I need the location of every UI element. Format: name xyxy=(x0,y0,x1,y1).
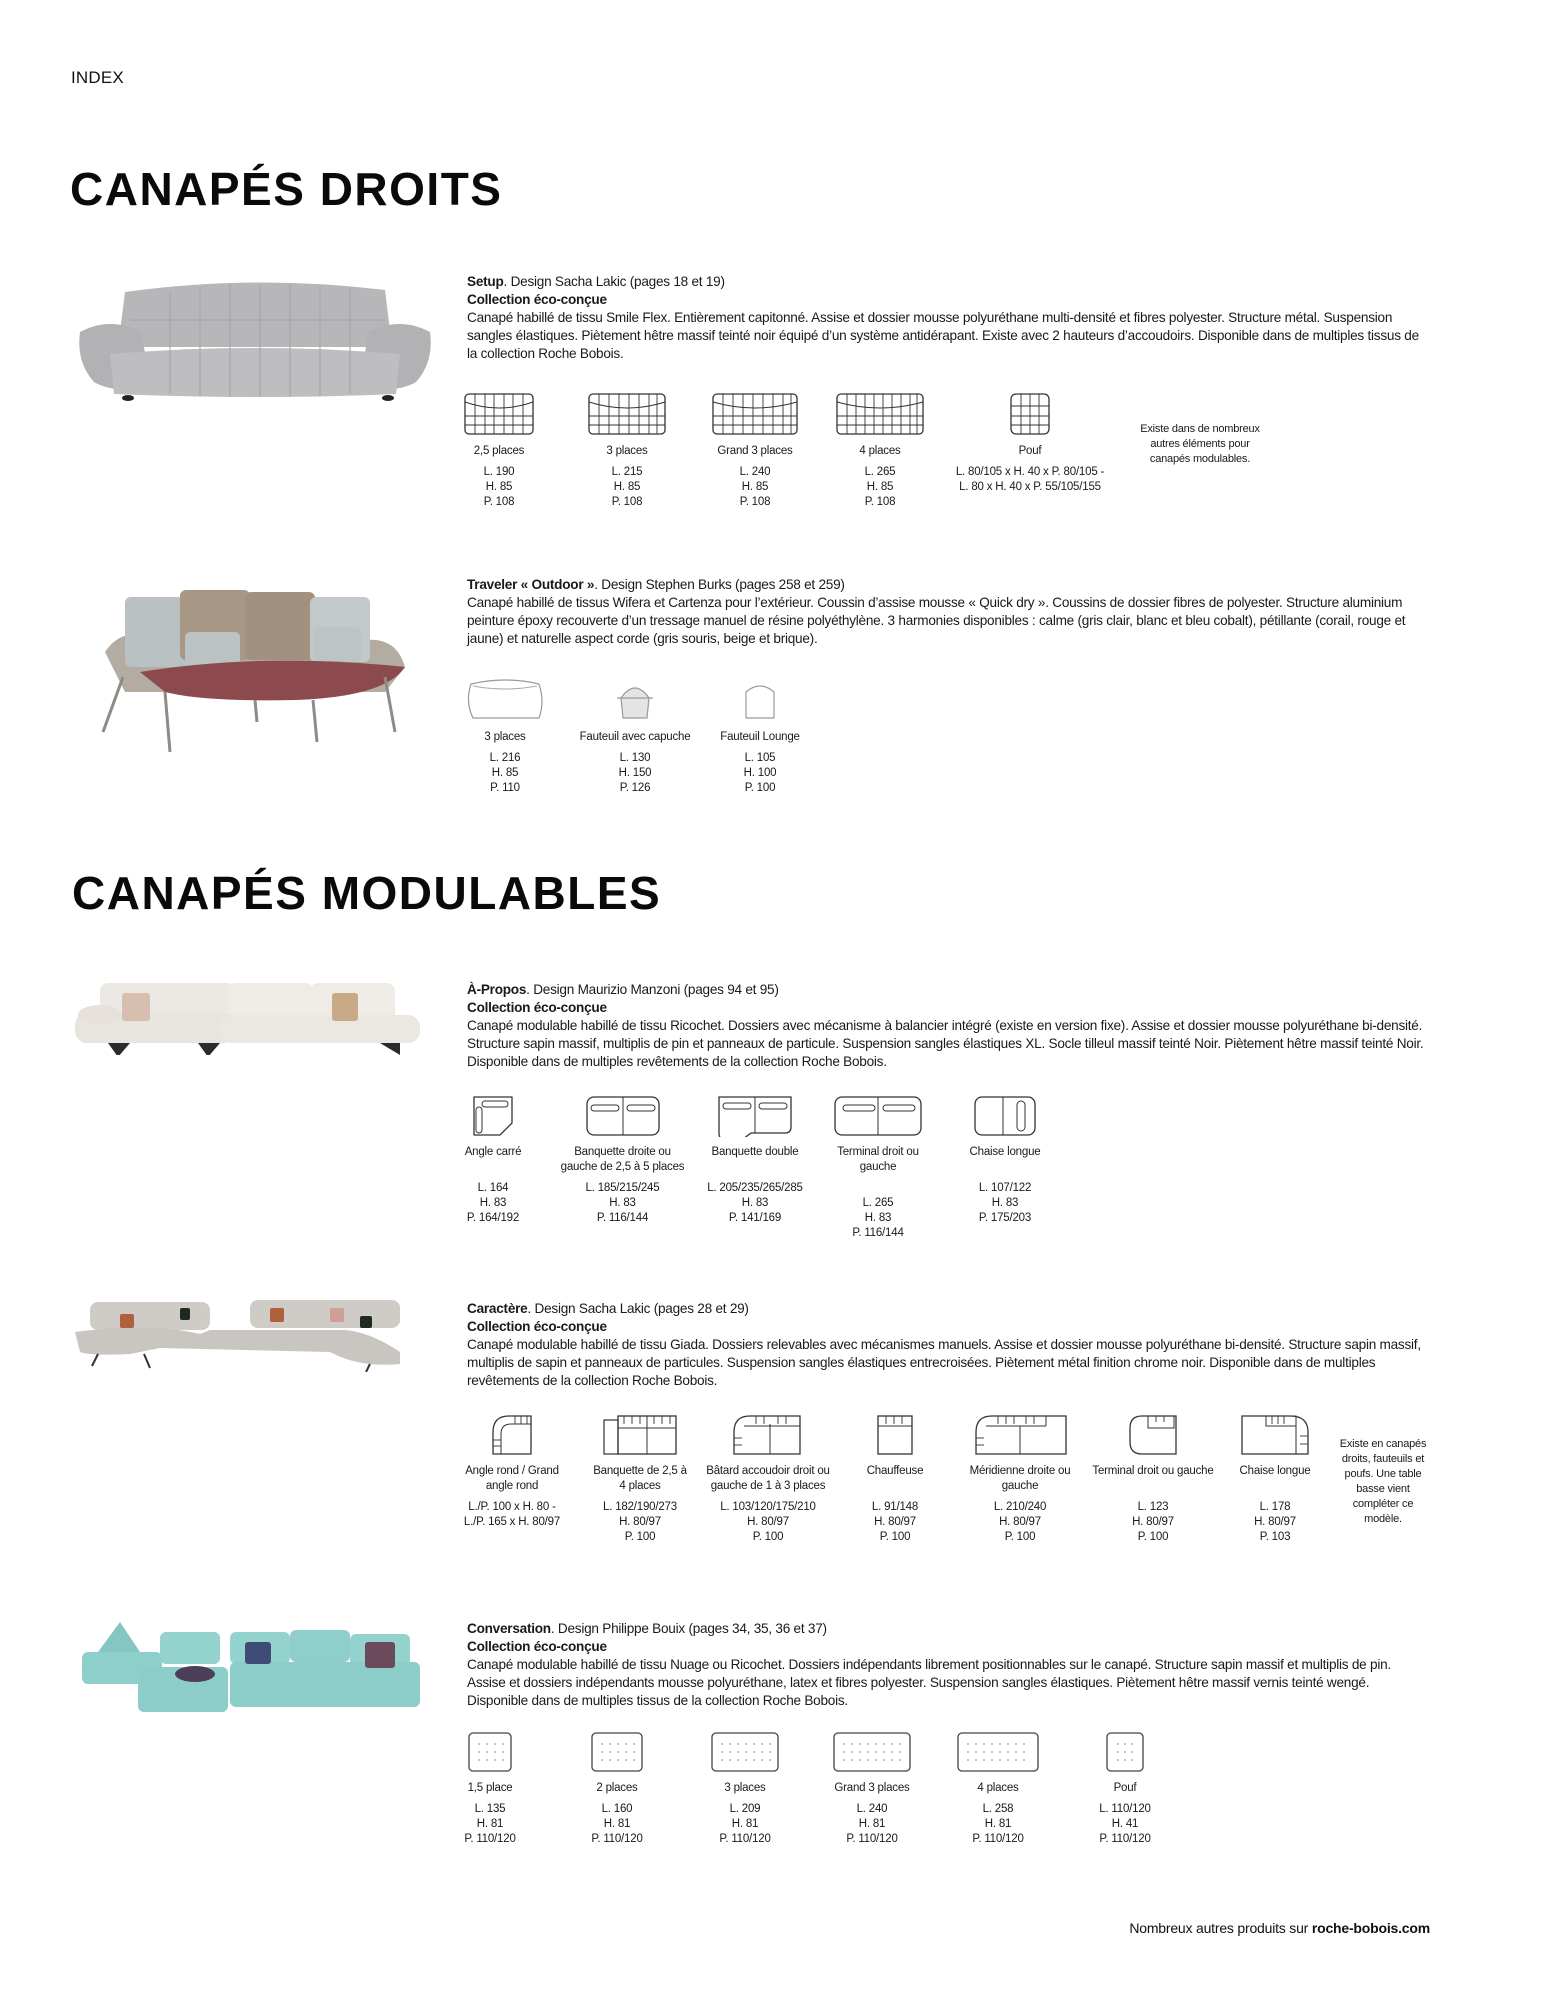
dim-depth: P. 103 xyxy=(1259,1531,1291,1543)
dim-depth: P. 110/120 xyxy=(464,1833,516,1845)
dim-height: H. 85 xyxy=(485,481,513,493)
apropos-sofa-photo xyxy=(70,975,430,1055)
dim-depth: P. 116/144 xyxy=(852,1227,904,1239)
section-title-canapes-modulables: CANAPÉS MODULABLES xyxy=(72,867,662,919)
module-diagram-icon xyxy=(470,1093,516,1137)
product-name: À-Propos xyxy=(467,982,527,997)
module-diagram-icon xyxy=(710,1731,780,1773)
dim-length: L. 265 xyxy=(864,466,896,478)
product-designer: . Design Stephen Burks (pages 258 et 259) xyxy=(594,577,845,592)
footer xyxy=(1129,1920,1430,1936)
module-label: Banquette de 2,5 à 4 places xyxy=(593,1465,687,1492)
dim-height: H. 83 xyxy=(991,1197,1019,1209)
module-item xyxy=(703,1412,833,1545)
module-diagram-icon xyxy=(489,1412,535,1456)
dim-length: L. 190 xyxy=(483,466,515,478)
dim-length: L. 130 xyxy=(619,752,651,764)
module-label: 2 places xyxy=(596,1782,638,1794)
product-description: Canapé modulable habillé de tissu Ricochet. Dossiers avec mécanisme à balancier intégré (existe en version fixe). Assise et dossier mousse polyuréthane bi-densité. Structure sapin massif, multiplis de pin et panneaux de particule. Suspension sangles élastiques XL. Socle tilleul massif teinté Noir. Piètement hêtre massif teinté Noir. Disponible dans de multiples revêtements de la collection Roche Bobois. xyxy=(467,1018,1424,1069)
product-conversation-description xyxy=(467,1620,1427,1710)
module-label: Bâtard accoudoir droit ou gauche de 1 à 3 places xyxy=(706,1465,830,1492)
module-label: 3 places xyxy=(724,1782,766,1794)
eco-label: Collection éco-conçue xyxy=(467,1000,607,1015)
dim-text: L. 80 x H. 40 x P. 55/105/155 xyxy=(959,481,1101,493)
dim-length: L. 216 xyxy=(489,752,521,764)
dim-height: H. 85 xyxy=(613,481,641,493)
product-description: Canapé habillé de tissu Smile Flex. Entièrement capitonné. Assise et dossier mousse polyuréthane multi-densité et fibres polyester. Structure métal. Suspension sangles élastiques. Piètement hêtre massif teinté noir équipé d’un système antidérapant. Existe avec 2 hauteurs d’accoudoirs. Disponible dans de multiples tissus de la collection Roche Bobois. xyxy=(467,310,1419,361)
dim-length: L. 110/120 xyxy=(1099,1803,1151,1815)
dim-depth: P. 141/169 xyxy=(728,1212,782,1224)
module-diagram-icon xyxy=(730,1412,806,1456)
dim-height: H. 80/97 xyxy=(874,1516,916,1528)
product-designer: . Design Sacha Lakic (pages 28 et 29) xyxy=(527,1301,749,1316)
module-item xyxy=(948,1731,1048,1847)
setup-note: Existe dans de nombreux autres éléments pour canapés modulables. xyxy=(1140,423,1260,465)
module-diagram-icon xyxy=(832,1731,912,1773)
dim-height: H. 85 xyxy=(741,481,769,493)
section-title-canapes-droits: CANAPÉS DROITS xyxy=(70,163,503,215)
module-item xyxy=(458,1093,528,1226)
dim-depth: P. 100 xyxy=(624,1531,656,1543)
dim-length: L. 210/240 xyxy=(993,1501,1047,1513)
dim-height: H. 83 xyxy=(479,1197,507,1209)
dim-text: L./P. 165 x H. 80/97 xyxy=(463,1516,561,1528)
module-diagram-icon xyxy=(467,1731,513,1773)
dim-text: L. 80/105 x H. 40 x P. 80/105 - xyxy=(955,466,1105,478)
dim-height: H. 81 xyxy=(858,1818,886,1830)
dim-depth: P. 110/120 xyxy=(719,1833,771,1845)
module-label: Banquette double xyxy=(711,1146,799,1158)
dim-length: L. 205/235/265/285 xyxy=(707,1182,803,1194)
product-name: Traveler « Outdoor » xyxy=(467,577,595,592)
dim-length: L. 240 xyxy=(856,1803,888,1815)
module-diagram-icon xyxy=(715,1093,795,1137)
module-diagram-icon xyxy=(972,1412,1068,1456)
module-diagram-icon xyxy=(711,392,799,436)
eco-label: Collection éco-conçue xyxy=(467,1319,607,1334)
product-traveler-description xyxy=(467,576,1427,648)
dim-length: L. 91/148 xyxy=(871,1501,919,1513)
module-label: Fauteuil avec capuche xyxy=(579,731,691,743)
dim-depth: P. 100 xyxy=(744,782,776,794)
dim-length: L. 215 xyxy=(611,466,643,478)
product-designer: . Design Maurizio Manzoni (pages 94 et 95) xyxy=(526,982,779,997)
dim-length: L. 160 xyxy=(601,1803,633,1815)
dim-height: H. 81 xyxy=(731,1818,759,1830)
module-item xyxy=(582,392,672,510)
module-label: 4 places xyxy=(859,445,901,457)
module-label: Angle carré xyxy=(464,1146,522,1158)
dim-height: H. 83 xyxy=(741,1197,769,1209)
setup-sofa-photo xyxy=(70,272,440,402)
dim-depth: P. 108 xyxy=(864,496,896,508)
module-diagram-icon xyxy=(973,1093,1037,1137)
dim-depth: P. 110/120 xyxy=(591,1833,643,1845)
module-label: Chaise longue xyxy=(1239,1465,1311,1477)
dim-text: L./P. 100 x H. 80 - xyxy=(468,1501,556,1513)
dim-height: H. 150 xyxy=(618,767,652,779)
dim-length: L. 103/120/175/210 xyxy=(720,1501,816,1513)
dim-depth: P. 110/120 xyxy=(972,1833,1024,1845)
module-item xyxy=(700,392,810,510)
module-item xyxy=(590,1412,690,1545)
dim-height: H. 80/97 xyxy=(747,1516,789,1528)
product-name: Setup xyxy=(467,274,504,289)
module-item xyxy=(1088,1412,1218,1545)
caractere-sofa-photo xyxy=(70,1292,430,1372)
module-label: Angle rond / Grand angle rond xyxy=(465,1465,559,1492)
dim-height: H. 80/97 xyxy=(1132,1516,1174,1528)
dim-length: L. 164 xyxy=(477,1182,509,1194)
module-item xyxy=(818,1093,938,1241)
dim-height: H. 41 xyxy=(1111,1818,1139,1830)
module-item xyxy=(1235,1412,1315,1545)
module-item xyxy=(455,1731,525,1847)
module-label: 4 places xyxy=(977,1782,1019,1794)
dim-depth: P. 110/120 xyxy=(846,1833,898,1845)
module-label: Terminal droit ou gauche xyxy=(837,1146,919,1173)
module-item xyxy=(570,678,700,796)
dim-length: L. 182/190/273 xyxy=(603,1501,677,1513)
dim-height: H. 81 xyxy=(476,1818,504,1830)
product-setup-description xyxy=(467,273,1427,363)
dim-height: H. 85 xyxy=(866,481,894,493)
module-item xyxy=(582,1731,652,1847)
product-description: Canapé modulable habillé de tissu Giada. Dossiers relevables avec mécanismes manuels. Assise et dossier mousse polyuréthane bi-densité. Structure sapin massif, multiplis de sapin et panneaux de particules. Suspension sangles élastiques entrecroisées. Piètement métal finition chrome noir. Disponible dans de multiples revêtements de la collection Roche Bobois. xyxy=(467,1337,1421,1388)
dim-length: L. 107/122 xyxy=(978,1182,1032,1194)
product-designer: . Design Sacha Lakic (pages 18 et 19) xyxy=(503,274,725,289)
dim-length: L. 209 xyxy=(729,1803,761,1815)
dim-height: H. 80/97 xyxy=(1254,1516,1296,1528)
module-item xyxy=(560,1093,685,1226)
dim-length: L. 123 xyxy=(1137,1501,1169,1513)
dim-depth: P. 100 xyxy=(752,1531,784,1543)
dim-length: L. 135 xyxy=(474,1803,506,1815)
dim-depth: P. 164/192 xyxy=(466,1212,520,1224)
module-diagram-icon xyxy=(1240,1412,1310,1456)
dim-height: H. 100 xyxy=(743,767,777,779)
module-diagram-icon xyxy=(587,392,667,436)
module-label: Chaise longue xyxy=(969,1146,1041,1158)
dim-depth: P. 100 xyxy=(879,1531,911,1543)
module-diagram-icon xyxy=(613,678,657,722)
module-label: 3 places xyxy=(484,731,526,743)
dim-height: H. 85 xyxy=(491,767,519,779)
eco-label: Collection éco-conçue xyxy=(467,292,607,307)
traveler-sofa-photo xyxy=(85,582,415,752)
dim-height: H. 80/97 xyxy=(999,1516,1041,1528)
dim-depth: P. 100 xyxy=(1137,1531,1169,1543)
module-item xyxy=(695,1093,815,1226)
dim-height: H. 81 xyxy=(984,1818,1012,1830)
module-diagram-icon xyxy=(585,1093,661,1137)
caractere-note: Existe en canapés droits, fauteuils et poufs. Une table basse vient compléter ce modèle. xyxy=(1339,1438,1427,1525)
dim-length: L. 178 xyxy=(1259,1501,1291,1513)
module-label: Pouf xyxy=(1018,445,1042,457)
dim-depth: P. 116/144 xyxy=(596,1212,649,1224)
product-apropos-description xyxy=(467,981,1427,1071)
module-diagram-icon xyxy=(1128,1412,1178,1456)
product-name: Caractère xyxy=(467,1301,528,1316)
dim-depth: P. 108 xyxy=(483,496,515,508)
conversation-sofa-photo xyxy=(70,1612,430,1712)
module-item xyxy=(822,1731,922,1847)
module-item xyxy=(960,1093,1050,1226)
module-label: Banquette droite ou gauche de 2,5 à 5 places xyxy=(560,1146,685,1173)
dim-depth: P. 126 xyxy=(619,782,651,794)
module-label: Terminal droit ou gauche xyxy=(1092,1465,1214,1477)
module-item xyxy=(460,678,550,796)
module-label: 2,5 places xyxy=(473,445,525,457)
module-label: 3 places xyxy=(606,445,648,457)
product-description: Canapé habillé de tissus Wifera et Cartenza pour l’extérieur. Coussin d’assise mousse « Quick dry ». Coussins de dossier fibres de polyester. Structure aluminium peinture époxy recouverte d’un tressage manuel de résine polyéthylène. 3 harmonies disponibles : calme (gris clair, blanc et bleu cobalt), pétillante (corail, rouge et jaune) et naturelle aspect corde (gris souris, beige et brique). xyxy=(467,595,1406,646)
module-item xyxy=(458,392,540,510)
module-label: Pouf xyxy=(1113,1782,1137,1794)
module-diagram-icon xyxy=(602,1412,678,1456)
module-item xyxy=(965,1412,1075,1545)
module-diagram-icon xyxy=(956,1731,1040,1773)
module-diagram-icon xyxy=(465,678,545,722)
module-item xyxy=(855,1412,935,1545)
product-designer: . Design Philippe Bouix (pages 34, 35, 36 et 37) xyxy=(550,1621,827,1636)
module-diagram-icon xyxy=(835,392,925,436)
dim-length: L. 105 xyxy=(744,752,776,764)
eco-label: Collection éco-conçue xyxy=(467,1639,607,1654)
module-item xyxy=(710,678,810,796)
dim-depth: P. 110 xyxy=(490,782,520,794)
website-link[interactable]: roche-bobois.com xyxy=(1311,1920,1430,1936)
module-diagram-icon xyxy=(833,1093,923,1137)
dim-depth: P. 108 xyxy=(739,496,771,508)
footer-text: Nombreux autres produits sur xyxy=(1129,1920,1312,1936)
dim-height: H. 80/97 xyxy=(619,1516,661,1528)
dim-depth: P. 108 xyxy=(611,496,643,508)
module-item xyxy=(1085,1731,1165,1847)
module-label: Chauffeuse xyxy=(866,1465,924,1477)
module-label: 1,5 place xyxy=(467,1782,513,1794)
module-item xyxy=(462,1412,562,1530)
dim-depth: P. 175/203 xyxy=(978,1212,1032,1224)
module-label: Grand 3 places xyxy=(834,1782,910,1794)
index-label: INDEX xyxy=(71,68,124,87)
product-caractere-description xyxy=(467,1300,1427,1390)
dim-length: L. 258 xyxy=(982,1803,1014,1815)
product-name: Conversation xyxy=(467,1621,551,1636)
dim-length: L. 265 xyxy=(862,1197,894,1209)
module-diagram-icon xyxy=(1009,392,1051,436)
module-diagram-icon xyxy=(740,678,780,722)
module-label: Grand 3 places xyxy=(717,445,793,457)
module-diagram-icon xyxy=(876,1412,914,1456)
module-item xyxy=(945,392,1115,495)
dim-depth: P. 110/120 xyxy=(1099,1833,1151,1845)
module-diagram-icon xyxy=(590,1731,644,1773)
module-label: Méridienne droite ou gauche xyxy=(969,1465,1071,1492)
module-label: Fauteuil Lounge xyxy=(720,731,800,743)
dim-length: L. 240 xyxy=(739,466,771,478)
dim-height: H. 83 xyxy=(609,1197,636,1209)
module-diagram-icon xyxy=(1105,1731,1145,1773)
module-diagram-icon xyxy=(463,392,535,436)
module-item xyxy=(830,392,930,510)
module-item xyxy=(700,1731,790,1847)
dim-depth: P. 100 xyxy=(1004,1531,1036,1543)
dim-height: H. 81 xyxy=(603,1818,631,1830)
dim-length: L. 185/215/245 xyxy=(585,1182,660,1194)
product-description: Canapé modulable habillé de tissu Nuage ou Ricochet. Dossiers indépendants librement positionnables sur le canapé. Structure sapin massif et multiplis de pin. Assise et dossiers indépendants mousse polyuréthane, latex et fibres polyester. Suspension sangles élastiques. Piètement hêtre massif vernis teinté wengé. Disponible dans de multiples tissus de la collection Roche Bobois. xyxy=(467,1657,1391,1708)
dim-height: H. 83 xyxy=(864,1212,892,1224)
